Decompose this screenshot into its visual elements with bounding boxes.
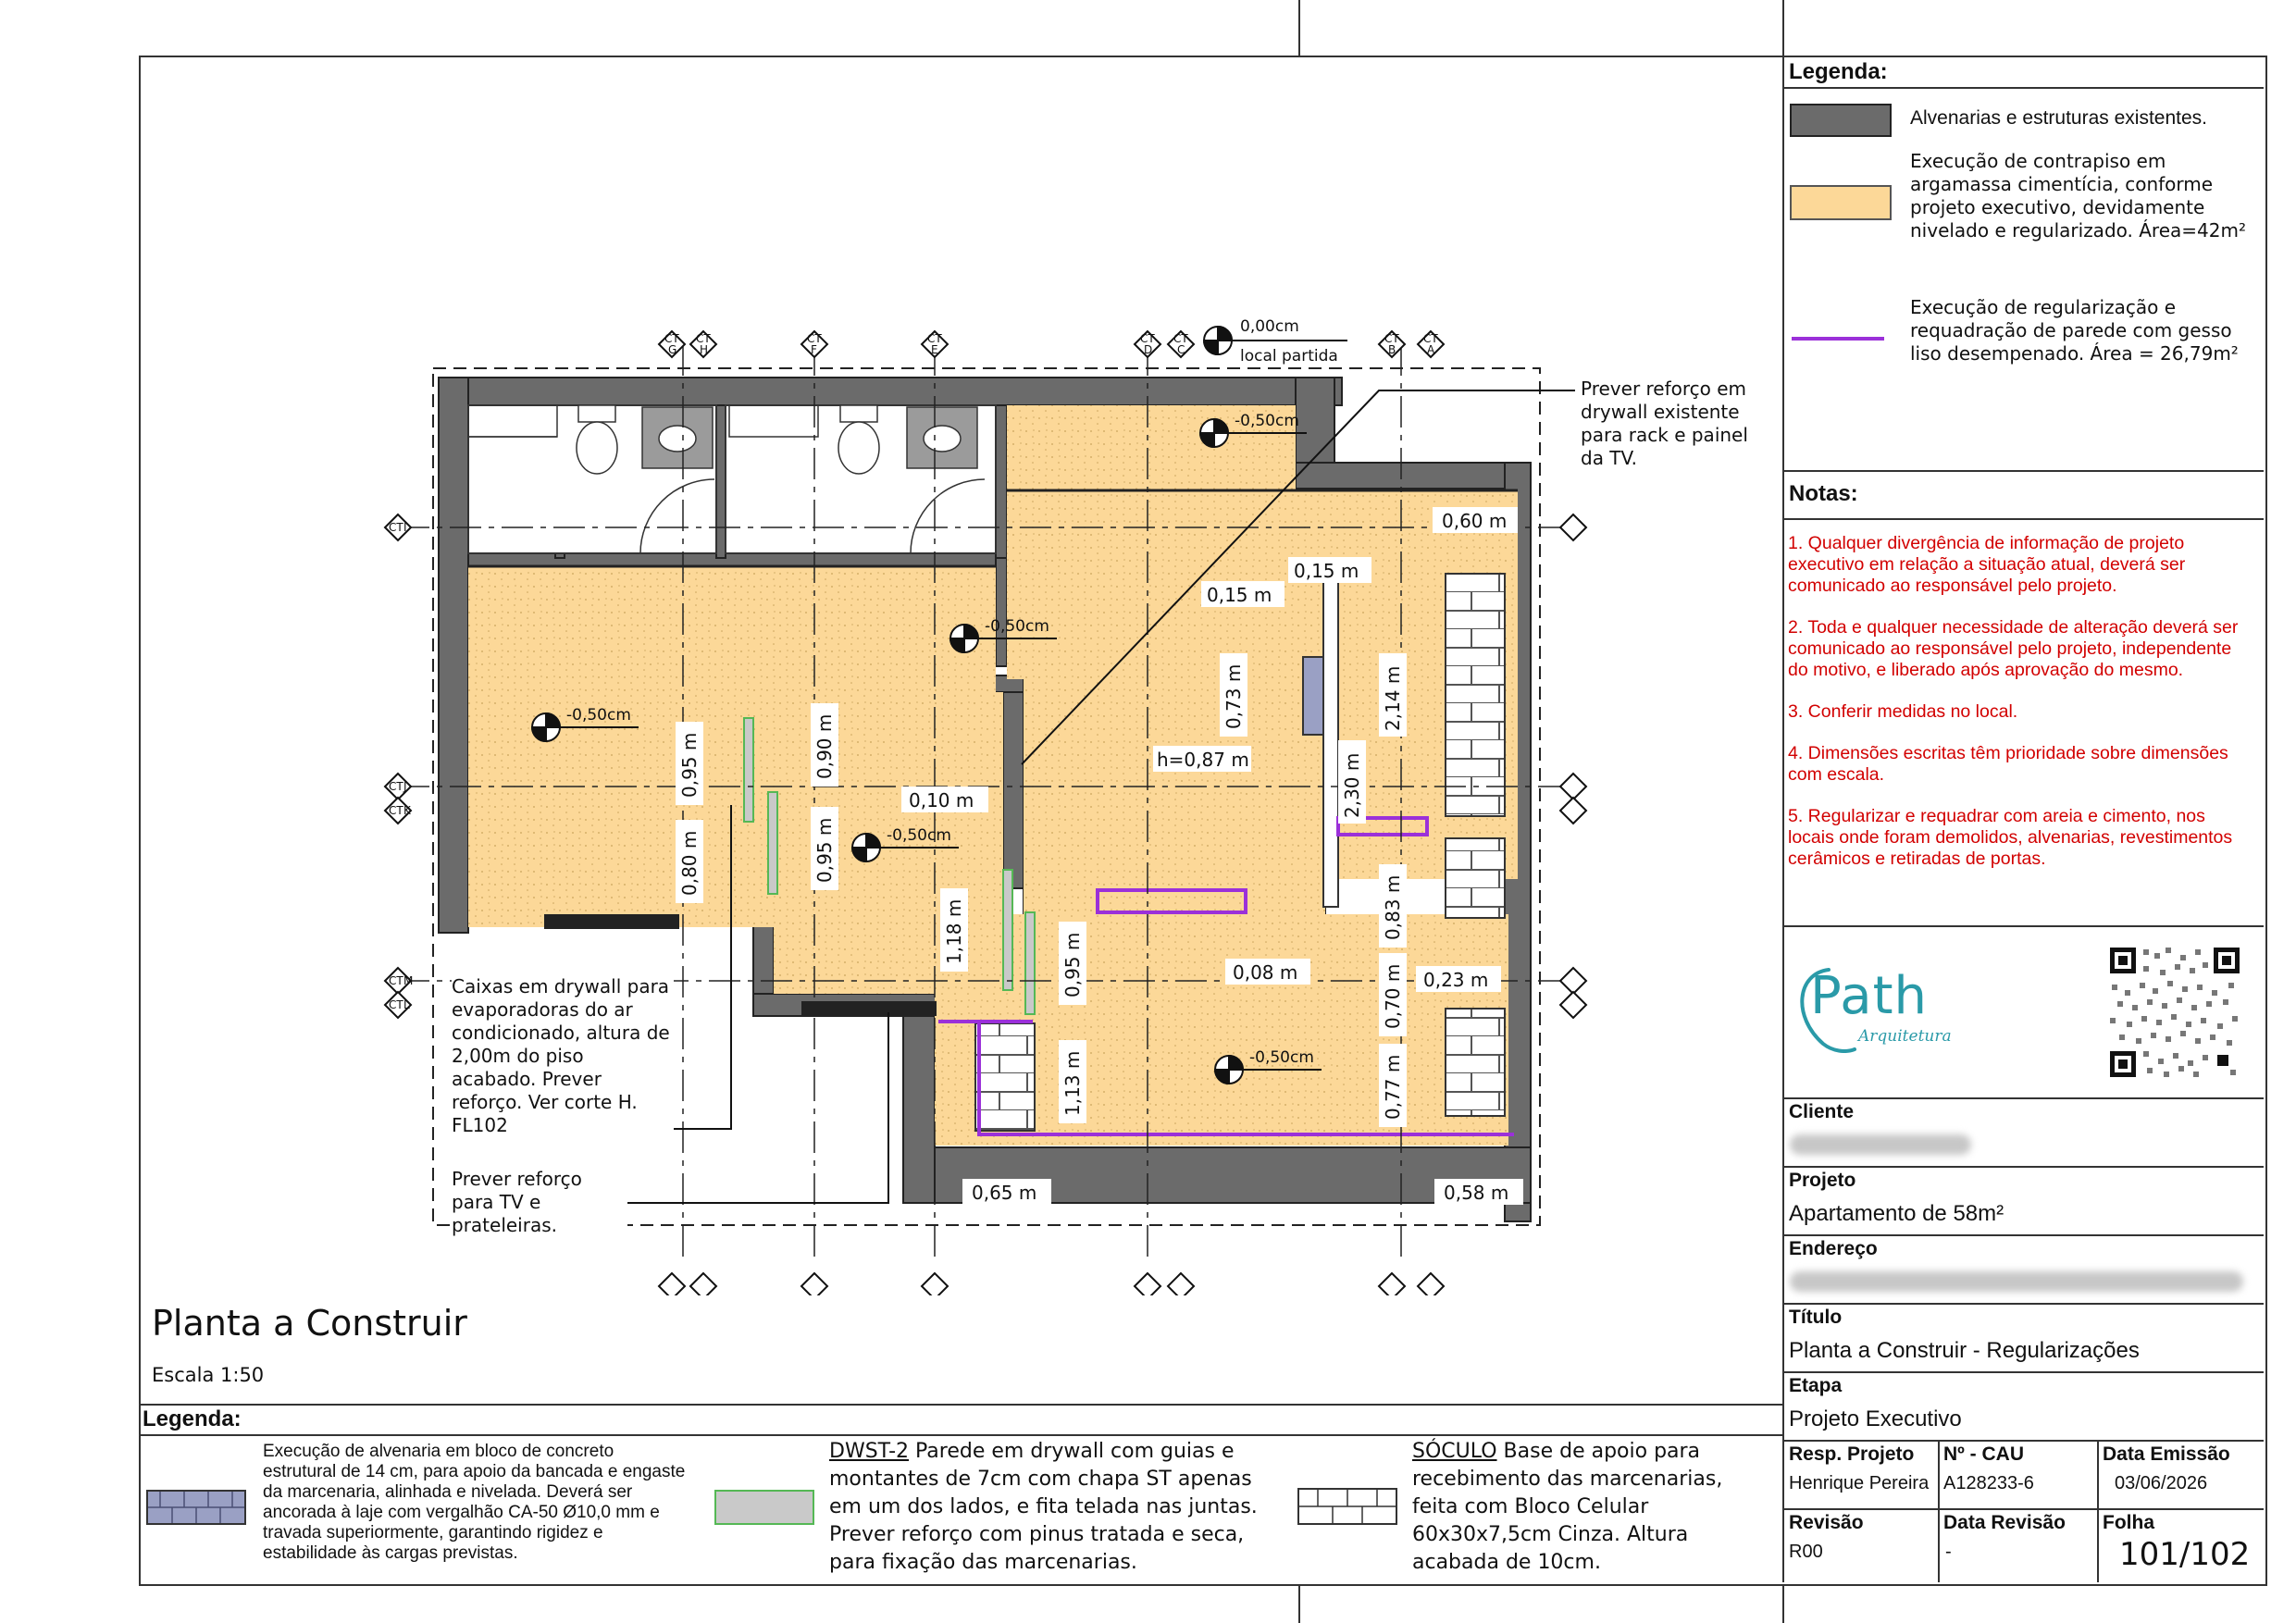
section-tag-top [1135, 331, 1160, 357]
legend-swatch-drywall [714, 1490, 814, 1525]
dim-label: 0,08 m [1233, 961, 1298, 984]
sidebar-divider [1782, 56, 1784, 1582]
cau-value: A128233-6 [1943, 1473, 2034, 1493]
tb-rule-projeto [1782, 1166, 2264, 1168]
svg-text:L: L [403, 998, 410, 1011]
section-tag-left [385, 992, 411, 1018]
drawing-scale: Escala 1:50 [152, 1364, 265, 1386]
svg-text:M: M [403, 974, 414, 987]
note-item: 1. Qualquer divergência de informação de projeto executivo em relação a situação atual, deverá ser comunicado ao responsável pelo projeto. [1788, 533, 2186, 596]
legend-swatch-concrete-block [146, 1490, 246, 1525]
svg-text:C: C [1177, 343, 1185, 356]
svg-text:I: I [403, 521, 407, 534]
legend-bottom-title: Legenda: [143, 1406, 242, 1431]
section-tag-bottom [801, 1273, 827, 1295]
data-revisao-label: Data Revisão [1943, 1512, 2066, 1533]
dim-label: 0,95 m [1061, 932, 1084, 997]
note-item: 5. Regularizar e requadrar com areia e cimento, nos locais onde foram demolidos, alvenarias, revestimentos cerâmicos e retiradas de portas. [1788, 806, 2233, 869]
notes-title-rule [1782, 518, 2264, 520]
dim-label: 2,30 m [1341, 752, 1363, 818]
logo-wordmark: Path [1810, 966, 1929, 1026]
svg-text:CT: CT [927, 332, 942, 345]
tb-rule-endereco [1782, 1234, 2264, 1236]
level-label: -0,50cm [985, 617, 1049, 636]
dim-label: 0,80 m [678, 830, 701, 896]
svg-text:CT: CT [389, 780, 403, 793]
cliente-value-redacted [1790, 1134, 1971, 1155]
dim-label: 0,15 m [1207, 584, 1272, 606]
svg-text:CT: CT [696, 332, 711, 345]
legend-swatch-gesso [1792, 337, 1884, 341]
section-tag-bottom [659, 1273, 685, 1295]
section-tag-top [690, 331, 716, 357]
dim-label: 0,23 m [1423, 969, 1489, 991]
legend-desc-soculo: Base de apoio para recebimento das marcenarias, feita com Bloco Celular 60x30x7,5cm Cinza. Altura acabada de 10cm. [1412, 1440, 1723, 1574]
titulo-label: Título [1789, 1307, 1843, 1328]
path-logo [1788, 951, 1973, 1053]
dim-label: 0,95 m [813, 817, 836, 883]
dim-label: 0,77 m [1382, 1054, 1404, 1120]
dim-label: 0,15 m [1294, 560, 1359, 582]
dim-label: 0,65 m [972, 1182, 1037, 1204]
level-label: -0,50cm [887, 826, 951, 845]
legend-text-existing: Alvenarias e estruturas existentes. [1910, 107, 2207, 129]
section-tag-top [1168, 331, 1194, 357]
section-tag-top [1418, 331, 1444, 357]
svg-text:CT: CT [389, 998, 403, 1011]
callout-tv: Prever reforço para TV e prateleiras. [452, 1168, 627, 1237]
section-tag-top [659, 331, 685, 357]
dim-label: 0,10 m [909, 789, 974, 812]
endereco-label: Endereço [1789, 1238, 1878, 1259]
note-item: 2. Toda e qualquer necessidade de alteração deverá ser comunicado ao responsável pelo projeto, independente do motivo, e liberado após aprovação do mesmo. [1788, 617, 2239, 680]
level-label: -0,50cm [1235, 412, 1299, 430]
section-tag-left [385, 514, 411, 540]
legend-swatch-soculo [1297, 1488, 1397, 1525]
logo-subtitle: Arquitetura [1858, 1027, 1952, 1046]
section-tag-bottom [1379, 1273, 1405, 1295]
resp-value: Henrique Pereira [1789, 1473, 1930, 1493]
level-zero-note: local partida [1240, 347, 1338, 365]
legend-text-soculo [1412, 1438, 1773, 1577]
notes-list [1788, 533, 2255, 890]
legend-text-concrete-block: Execução de alvenaria em bloco de concreto estrutural de 14 cm, para apoio da bancada e engaste da marcenaria, alinhada e nivelada. Deverá ser ancorada à laje com vergalhão CA-50 Ø10,0 mm e travada superiormente, garantindo rigidez e estabilidade às cargas previstas. [263, 1442, 686, 1563]
notes-title: Notas: [1789, 481, 1858, 506]
ac-box-2 [801, 1001, 937, 1016]
tb-rule-titulo [1782, 1303, 2264, 1305]
new-block-wall [1303, 657, 1323, 735]
bottom-legend-divider [139, 1404, 1782, 1406]
svg-text:CT: CT [389, 974, 403, 987]
note-item: 3. Conferir medidas no local. [1788, 701, 2018, 722]
svg-text:CT: CT [1384, 332, 1399, 345]
svg-text:CT: CT [1423, 332, 1438, 345]
dim-label: 1,13 m [1061, 1050, 1084, 1116]
section-tag-bottom [690, 1273, 716, 1295]
svg-text:H: H [700, 343, 709, 356]
tb-rule-etapa [1782, 1371, 2264, 1373]
section-tag-right [1560, 774, 1586, 799]
resp-label: Resp. Projeto [1789, 1443, 1915, 1465]
svg-text:F: F [811, 343, 817, 356]
drawing-title: Planta a Construir [152, 1303, 467, 1344]
svg-text:K: K [403, 804, 411, 817]
projeto-label: Projeto [1789, 1170, 1856, 1191]
svg-text:D: D [1144, 343, 1153, 356]
dim-label: 0,95 m [678, 732, 701, 798]
dim-label: 0,60 m [1442, 510, 1508, 532]
svg-text:CT: CT [1140, 332, 1155, 345]
svg-text:J: J [403, 780, 407, 793]
legend-key-soculo: SÓCULO [1412, 1440, 1497, 1463]
legend-desc-dwst: Parede em drywall com guias e montantes de 7cm com chapa ST apenas em um dos lados, e fita telada nas juntas. Prever reforço com pinus tratada e seca, para fixação das marcenarias. [829, 1440, 1258, 1574]
section-tag-right [1560, 514, 1586, 540]
fold-mark-bottom-1 [1298, 1584, 1300, 1623]
legend-key-dwst: DWST-2 [829, 1440, 910, 1463]
legend-text-drywall [829, 1438, 1283, 1577]
fold-mark-top-2 [1782, 0, 1784, 56]
level-label: -0,50cm [1249, 1048, 1314, 1067]
folha-value: 101/102 [2119, 1536, 2251, 1573]
fold-mark-bottom-2 [1782, 1584, 1784, 1623]
svg-text:A: A [1427, 343, 1435, 356]
tb-col-2 [2097, 1440, 2099, 1582]
revisao-value: R00 [1789, 1542, 1823, 1562]
logo-divider [1782, 925, 2264, 927]
dim-label: 1,18 m [943, 898, 965, 964]
revisao-label: Revisão [1789, 1512, 1864, 1533]
tb-col-1 [1938, 1440, 1940, 1582]
callout-rack: Prever reforço em drywall existente para rack e painel da TV. [1581, 378, 1769, 470]
dim-label: 0,58 m [1444, 1182, 1509, 1204]
legend-text-gesso: Execução de regularização e requadração de parede com gesso liso desempenado. Área = 26,79m² [1910, 296, 2239, 365]
section-tag-bottom [1135, 1273, 1160, 1295]
svg-text:CT: CT [389, 521, 403, 534]
svg-text:CT: CT [807, 332, 822, 345]
section-tag-bottom [922, 1273, 948, 1295]
tb-rule-cliente [1782, 1097, 2264, 1099]
svg-text:B: B [1388, 343, 1396, 356]
section-tag-top [922, 331, 948, 357]
section-tag-right [1560, 798, 1586, 824]
note-item: 4. Dimensões escritas têm prioridade sobre dimensões com escala. [1788, 743, 2228, 785]
cliente-label: Cliente [1789, 1101, 1855, 1122]
legend-swatch-contrapiso [1790, 185, 1892, 220]
section-tag-left [385, 774, 411, 799]
notes-divider [1782, 470, 2264, 472]
etapa-value: Projeto Executivo [1789, 1406, 1962, 1431]
callout-drywall-boxes: Caixas em drywall para evaporadoras do ar condicionado, altura de 2,00m do piso acabado. Prever reforço. Ver corte H. FL102 [452, 975, 674, 1137]
svg-text:CT: CT [664, 332, 679, 345]
etapa-label: Etapa [1789, 1375, 1843, 1396]
tb-rule-revisao [1782, 1508, 2264, 1510]
section-tag-top [801, 331, 827, 357]
section-tag-left [385, 798, 412, 824]
cau-label: Nº - CAU [1943, 1443, 2024, 1465]
svg-text:G: G [668, 343, 677, 356]
endereco-value-redacted [1790, 1271, 2243, 1292]
data-revisao-value: - [1945, 1542, 1952, 1562]
ac-box-1 [544, 914, 679, 929]
emissao-label: Data Emissão [2103, 1443, 2230, 1465]
dim-label: 2,14 m [1382, 665, 1404, 731]
section-tag-left [385, 968, 413, 994]
section-tag-right [1560, 992, 1586, 1018]
section-tag-bottom [1418, 1273, 1444, 1295]
level-zero: 0,00cm [1240, 317, 1299, 336]
folha-label: Folha [2103, 1512, 2154, 1533]
emissao-value: 03/06/2026 [2115, 1473, 2208, 1493]
svg-text:E: E [931, 343, 938, 356]
dim-label: 0,90 m [813, 713, 836, 779]
legend-text-contrapiso: Execução de contrapiso em argamassa cimentícia, conforme projeto executivo, devidamente nivelado e regularizado. Área=42m² [1910, 150, 2246, 242]
legend-title-rule [1782, 87, 2264, 89]
dim-label: 0,70 m [1382, 963, 1404, 1029]
section-tag-bottom [1168, 1273, 1194, 1295]
dim-label: 0,73 m [1222, 663, 1245, 729]
section-tag-right [1560, 968, 1586, 994]
titulo-value: Planta a Construir - Regularizações [1789, 1338, 2140, 1363]
legend-top-title: Legenda: [1789, 59, 1888, 84]
projeto-value: Apartamento de 58m² [1789, 1201, 2004, 1226]
svg-text:CT: CT [389, 804, 403, 817]
svg-text:CT: CT [1173, 332, 1188, 345]
legend-bottom-title-rule [139, 1434, 1782, 1436]
tb-rule-resp [1782, 1440, 2264, 1442]
qr-code [2106, 944, 2243, 1081]
level-label: -0,50cm [566, 706, 631, 725]
legend-swatch-existing [1790, 104, 1892, 137]
dim-label: 0,83 m [1382, 874, 1404, 940]
dim-label: h=0,87 m [1157, 749, 1249, 771]
